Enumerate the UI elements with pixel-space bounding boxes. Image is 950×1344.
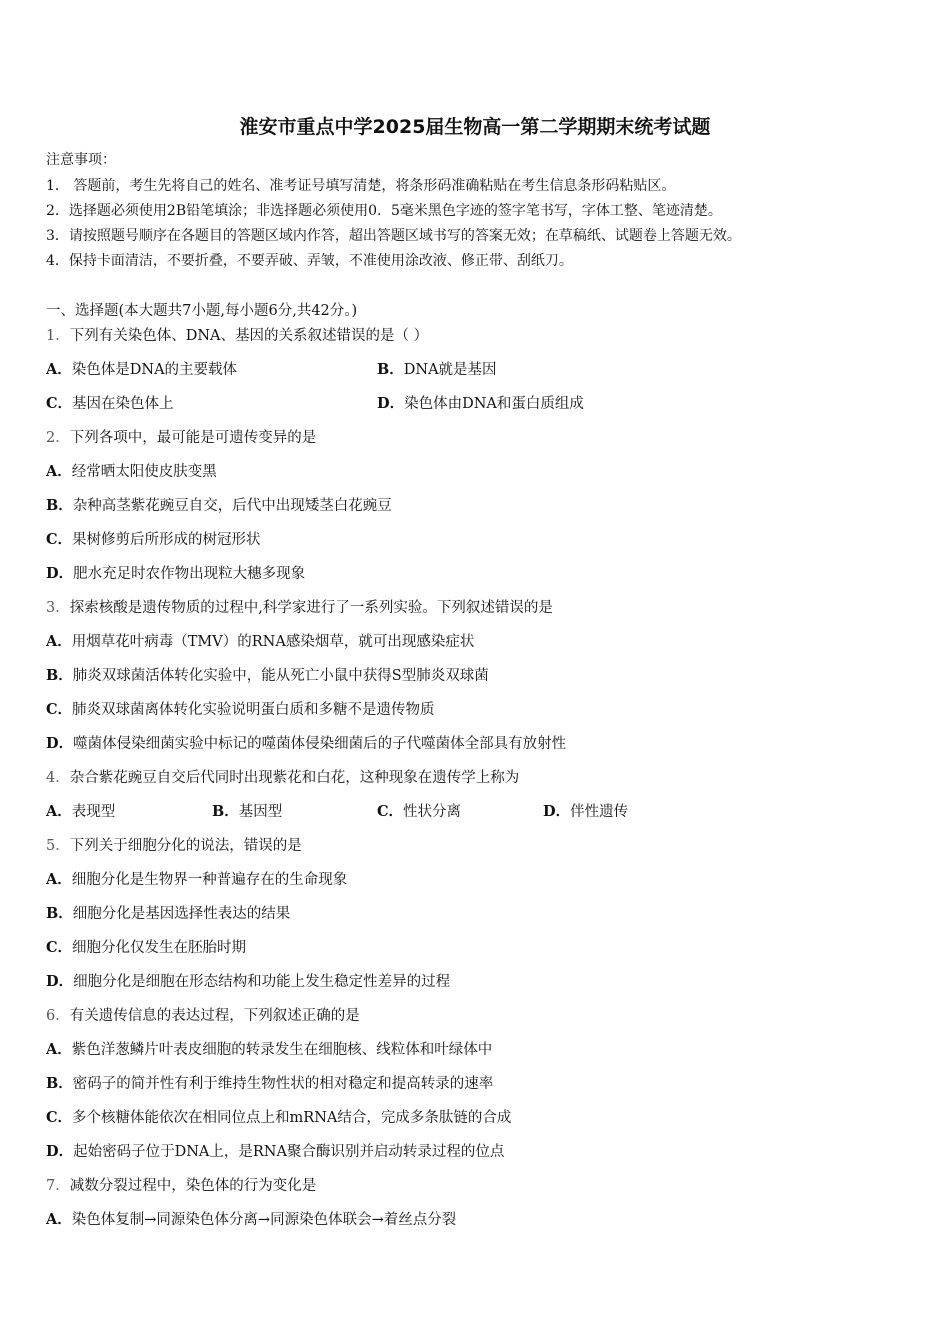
question-number: 4．: [46, 770, 70, 786]
option-b: B．细胞分化是基因选择性表达的结果: [46, 905, 291, 922]
question-text: 减数分裂过程中，染色体的行为变化是: [69, 1178, 317, 1194]
question-number: 7．: [46, 1178, 70, 1194]
question-number: 3．: [46, 600, 70, 616]
question-2: [46, 428, 316, 448]
option-a: A．染色体复制→同源染色体分离→同源染色体联会→着丝点分裂: [46, 1211, 457, 1228]
option-b: B．基因型: [212, 803, 283, 820]
option-c: C．细胞分化仅发生在胚胎时期: [46, 939, 247, 956]
question-number: 2．: [46, 430, 70, 446]
option-c: C．肺炎双球菌离体转化实验说明蛋白质和多糖不是遗传物质: [46, 701, 435, 718]
notice-item: 2．选择题必须使用2B铅笔填涂；非选择题必须使用0．5毫米黑色字迹的签字笔书写，字体工整、笔迹清楚。: [46, 203, 722, 219]
option-a: A．经常晒太阳使皮肤变黑: [46, 463, 217, 480]
section-heading: 一、选择题(本大题共7小题,每小题6分,共42分。): [46, 303, 358, 319]
option-c: C．多个核糖体能依次在相同位点上和mRNA结合，完成多条肽链的合成: [46, 1109, 512, 1126]
question-4: [46, 768, 519, 788]
option-b: B．杂种高茎紫花豌豆自交，后代中出现矮茎白花豌豆: [46, 497, 392, 514]
option-a: A．紫色洋葱鳞片叶表皮细胞的转录发生在细胞核、线粒体和叶绿体中: [46, 1041, 493, 1058]
notice-item: 4．保持卡面清洁，不要折叠，不要弄破、弄皱，不准使用涂改液、修正带、刮纸刀。: [46, 253, 573, 269]
page-title: 淮安市重点中学2025届生物高一第二学期期末统考试题: [239, 116, 711, 138]
question-text: 下列关于细胞分化的说法，错误的是: [69, 838, 302, 854]
option-b: B．肺炎双球菌活体转化实验中，能从死亡小鼠中获得S型肺炎双球菌: [46, 667, 489, 684]
option-c: C．果树修剪后所形成的树冠形状: [46, 531, 261, 548]
notice-heading: 注意事项：: [46, 152, 116, 168]
option-d: D．细胞分化是细胞在形态结构和功能上发生稳定性差异的过程: [46, 973, 451, 990]
option-a: A．表现型: [46, 803, 116, 820]
question-3: [46, 598, 553, 618]
question-text: 下列有关染色体、DNA、基因的关系叙述错误的是（ ）: [69, 328, 429, 344]
notice-item: 1． 答题前，考生先将自己的姓名、准考证号填写清楚，将条形码准确粘贴在考生信息条形码粘贴区。: [46, 178, 676, 194]
question-text: 有关遗传信息的表达过程，下列叙述正确的是: [69, 1008, 360, 1024]
option-a: A．细胞分化是生物界一种普遍存在的生命现象: [46, 871, 348, 888]
question-number: 6．: [46, 1008, 70, 1024]
question-7: [46, 1176, 316, 1196]
question-text: 杂合紫花豌豆自交后代同时出现紫花和白花，这种现象在遗传学上称为: [69, 770, 520, 786]
question-number: 5．: [46, 838, 70, 854]
notice-item: 3．请按照题号顺序在各题目的答题区域内作答，超出答题区域书写的答案无效；在草稿纸、试题卷上答题无效。: [46, 228, 741, 244]
option-a: A．染色体是DNA的主要载体: [46, 361, 238, 378]
option-d: D．伴性遗传: [543, 803, 629, 820]
option-c: C．基因在染色体上: [46, 395, 174, 412]
question-1: [46, 326, 428, 346]
option-d: D．染色体由DNA和蛋白质组成: [377, 395, 584, 412]
option-a: A．用烟草花叶病毒（TMV）的RNA感染烟草，就可出现感染症状: [46, 633, 475, 650]
question-text: 探索核酸是遗传物质的过程中,科学家进行了一系列实验。下列叙述错误的是: [69, 600, 553, 616]
option-d: D．肥水充足时农作物出现粒大穗多现象: [46, 565, 306, 582]
question-6: [46, 1006, 360, 1026]
option-b: B．密码子的简并性有利于维持生物性状的相对稳定和提高转录的速率: [46, 1075, 494, 1092]
option-b: B．DNA就是基因: [377, 361, 497, 378]
question-5: [46, 836, 302, 856]
option-d: D．起始密码子位于DNA上，是RNA聚合酶识别并启动转录过程的位点: [46, 1143, 505, 1160]
question-number: 1．: [46, 328, 70, 344]
option-d: D．噬菌体侵染细菌实验中标记的噬菌体侵染细菌后的子代噬菌体全部具有放射性: [46, 735, 567, 752]
question-text: 下列各项中，最可能是可遗传变异的是: [69, 430, 317, 446]
option-c: C．性状分离: [377, 803, 462, 820]
